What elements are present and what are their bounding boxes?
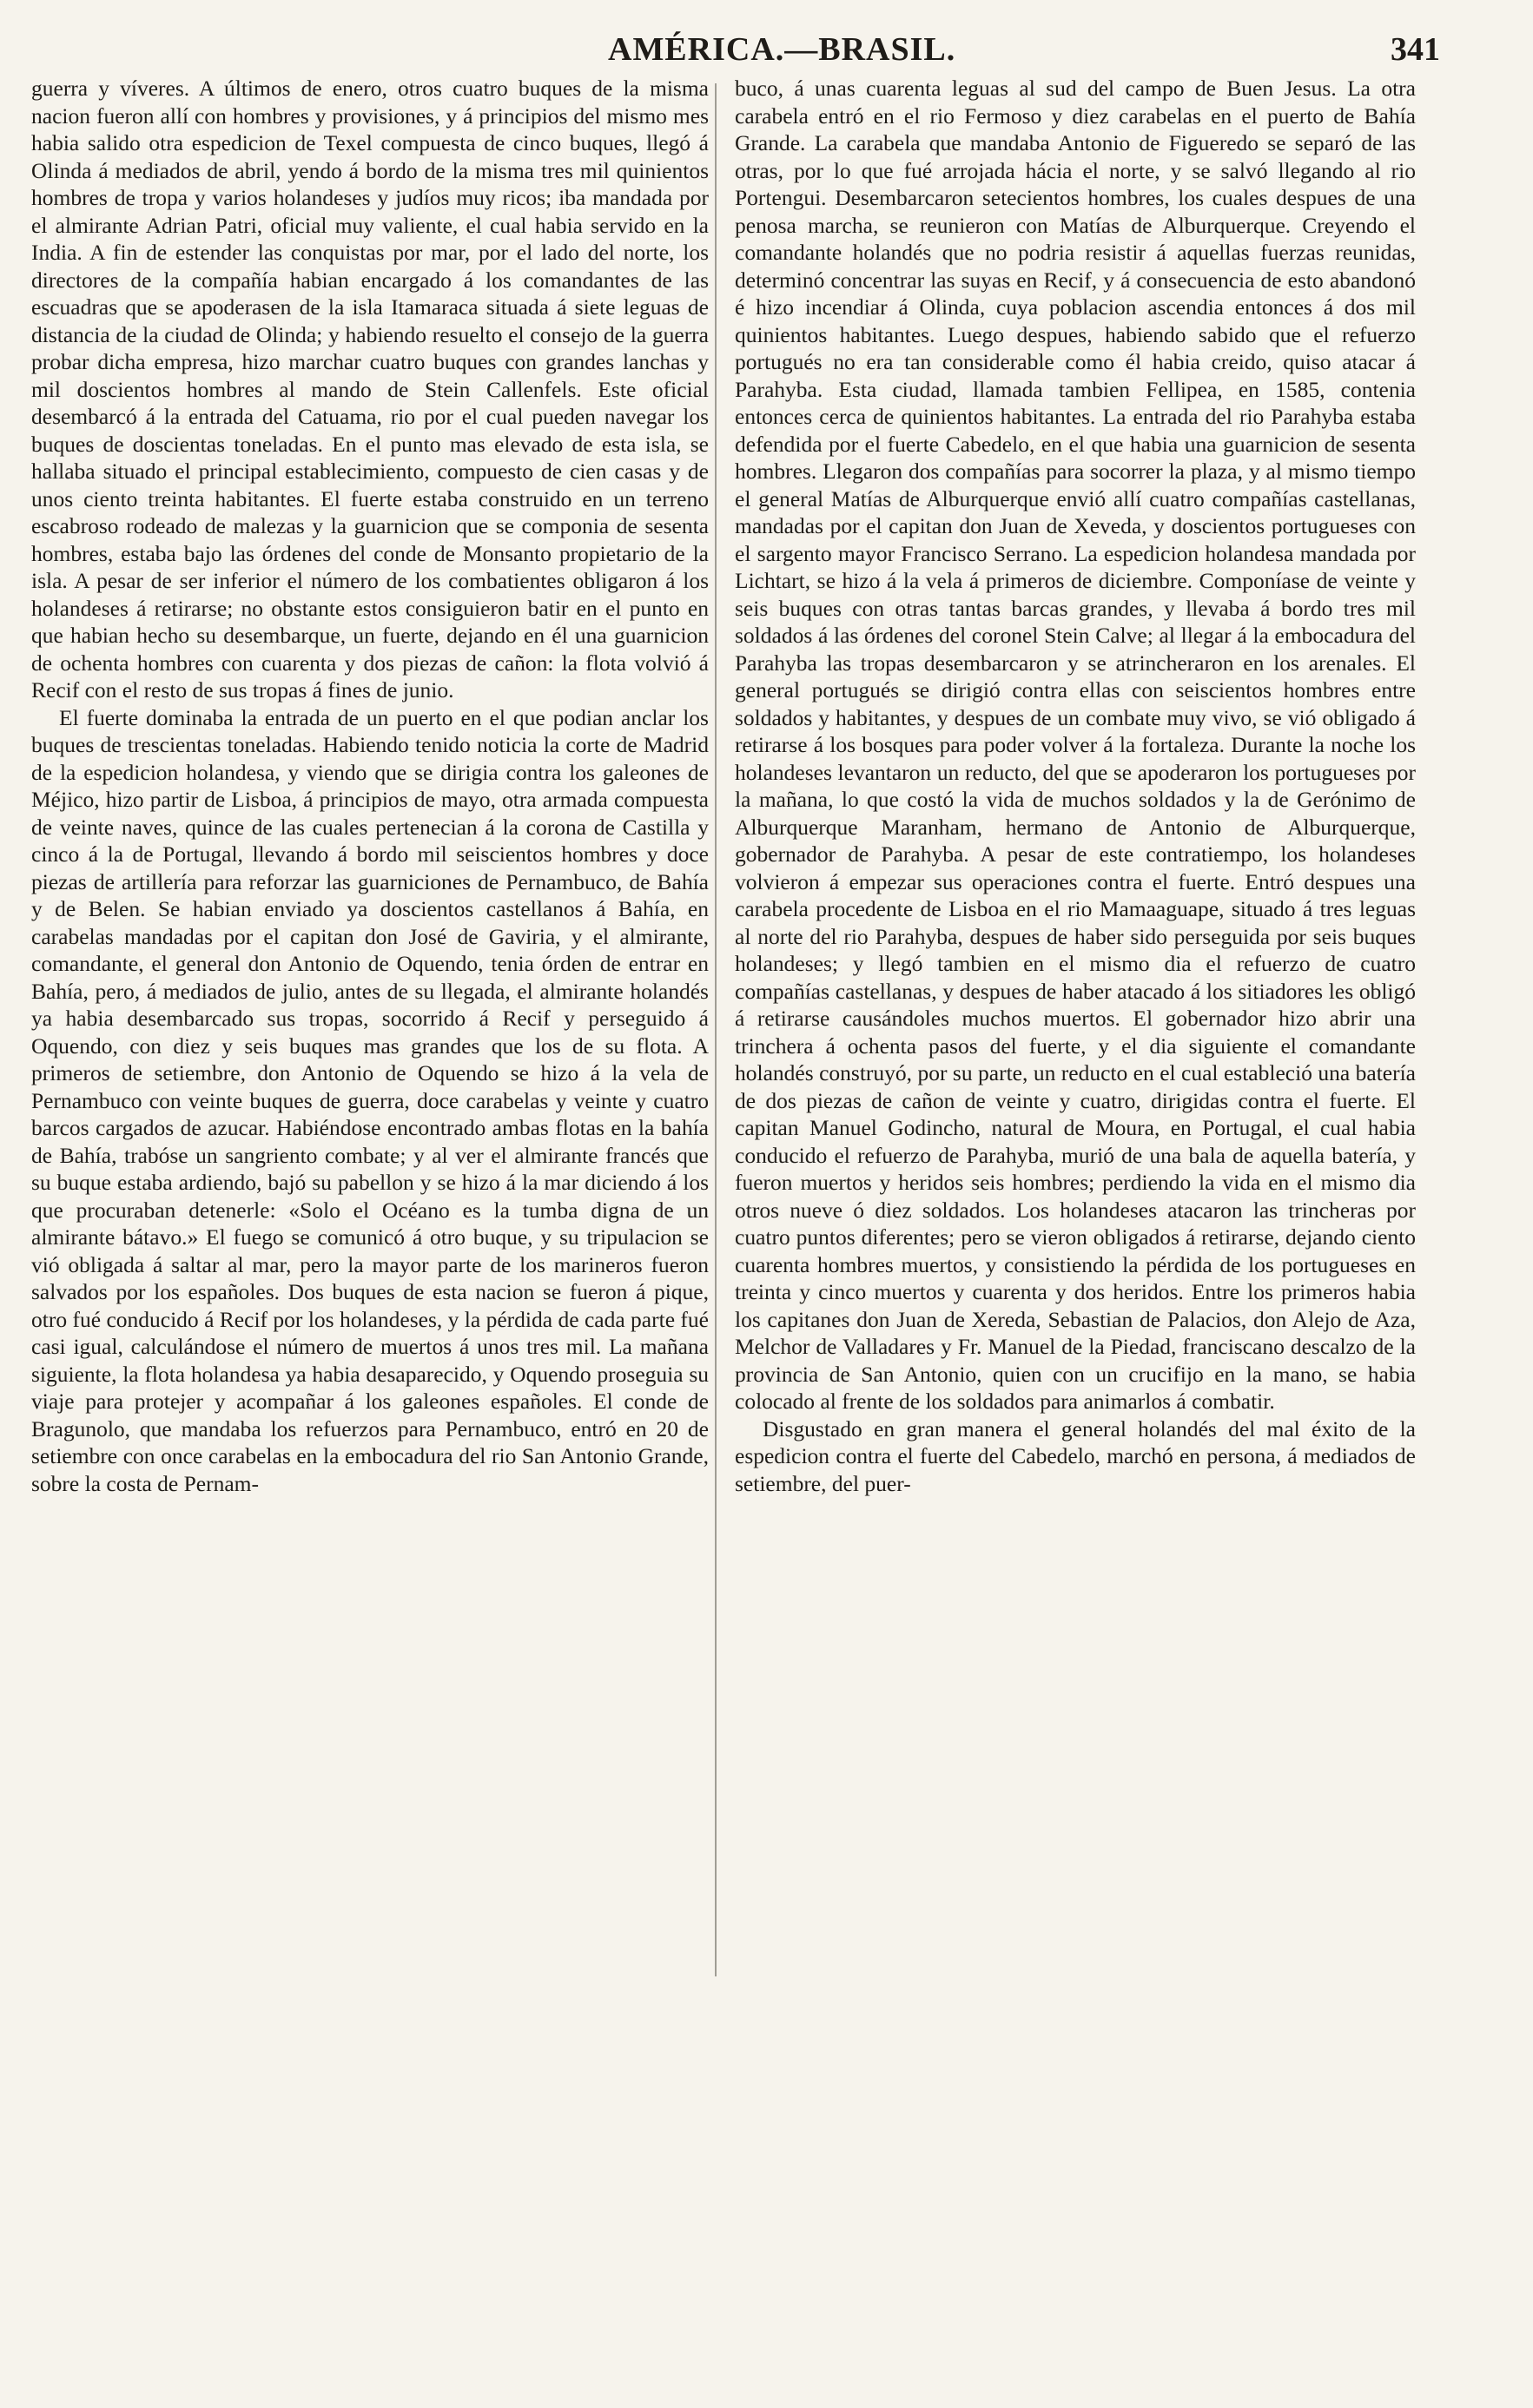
paragraph: buco, á unas cuarenta leguas al sud del campo de Buen Jesus. La otra carabela entró en el rio Fermoso y diez carabelas en el puerto de Bahía Grande. La carabela que mandaba Antonio de Figueredo se separó de las otras, por lo que fué arrojada hácia el norte, y se salvó llegando al rio Portengui. Desembarcaron setecientos hombres, los cuales despues de una penosa marcha, se reunieron con Matías de Alburquerque. Creyendo el comandante holandés que no podria resistir á aquellas fuerzas reunidas, determinó concentrar las suyas en Recif, y á consecuencia de esto abandonó é hizo incendiar á Olinda, cuya poblacion ascendia entonces á dos mil quinientos habitantes. Luego despues, habiendo sabido que el refuerzo portugués no era tan considerable como él habia creido, quiso atacar á Parahyba. Esta ciudad, llamada tambien Fellipea, en 1585, contenia entonces cerca de quinientos habitantes. La entrada del rio Parahyba estaba defendida por el fuerte Cabedelo, en el que habia una guarnicion de sesenta hombres. Llegaron dos compañías para socorrer la plaza, y al mismo tiempo el general Matías de Alburquerque envió allí cuatro compañías castellanas, mandadas por el capitan don Juan de Xeveda, y doscientos portugueses con el sargento mayor Francisco Serrano. La espedicion holandesa mandada por Lichtart, se hizo á la vela á primeros de diciembre. Componíase de veinte y seis buques con otras tantas barcas grandes, y llevaba á bordo tres mil soldados á las órdenes del coronel Stein Calve; al llegar á la embocadura del Parahyba las tropas desembarcaron y se atrincheraron en los arenales. El general portugués se dirigió contra ellas con seiscientos hombres entre soldados y habitantes, y despues de un combate muy vivo, se vió obligado á retirarse á los bosques para poder volver á la fortaleza. Durante la noche los holandeses levantaron un reducto, del que se apoderaron los portugueses por la mañana, lo que costó la vida de muchos soldados y la de Gerónimo de Alburquerque Maranham, hermano de Antonio de Alburquerque, gobernador de Parahyba. A pesar de este contratiempo, los holandeses volvieron á empezar sus operaciones contra el fuerte. Entró despues una carabela procedente de Lisboa en el rio Mamaaguape, situado á tres leguas al norte del rio Parahyba, despues de haber sido perseguida por seis buques holandeses; y llegó tambien en el mismo dia el refuerzo de cuatro compañías castellanas, y despues de haber atacado á los sitiadores les obligó á retirarse causándoles muchos muertos. El gobernador hizo abrir una trinchera á ochenta pasos del fuerte, y el dia siguiente el comandante holandés construyó, por su parte, un reducto en el cual estableció una batería de dos piezas de cañon de veinte y cuatro, dirigidas contra el fuerte. El capitan Manuel Godincho, natural de Moura, en Portugal, el cual habia conducido el refuerzo de Parahyba, murió de una bala de aquella batería, y fueron muertos y heridos seis hombres; perdiendo la vida en el mismo dia otros nueve ó diez soldados. Los holandeses atacaron las trincheras por cuatro puntos diferentes; pero se vieron obligados á retirarse, dejando ciento cuarenta hombres muertos, y consistiendo la pérdida de los portugueses en treinta y cinco muertos y cuarenta y dos heridos. Entre los primeros habia los capitanes don Juan de Xereda, Sebastian de Palacios, don Alejo de Aza, Melchor de Valladares y Fr. Manuel de la Piedad, franciscano descalzo de la provincia de San Antonio, quien con un crucifijo en la mano, se habia colocado al frente de los soldados para animarlos á combatir.	[735, 76, 1416, 1414]
page-number: 341	[1391, 31, 1440, 68]
paragraph: El fuerte dominaba la entrada de un puerto en el que podian anclar los buques de trescientas toneladas. Habiendo tenido noticia la corte de Madrid de la espedicion holandesa, y viendo que se dirigia contra los galeones de Méjico, hizo partir de Lisboa, á principios de mayo, otra armada compuesta de veinte naves, quince de las cuales pertenecian á la corona de Castilla y cinco á la de Portugal, llevando á bordo mil seiscientos hombres y doce piezas de artillería para reforzar las guarniciones de Pernambuco, de Bahía y de Belen. Se habian enviado ya doscientos castellanos á Bahía, en carabelas mandadas por el capitan don José de Gaviria, y el almirante, comandante, el general don Antonio de Oquendo, tenia órden de entrar en Bahía, pero, á mediados de julio, antes de su llegada, el almirante holandés ya habia desembarcado sus tropas, socorrido á Recif y perseguido á Oquendo, con diez y seis buques mas grandes que los de su flota. A primeros de setiembre, don Antonio de Oquendo se hizo á la vela de Pernambuco con veinte buques de guerra, doce carabelas y veinte y cuatro barcos cargados de azucar. Habiéndose encontrado ambas flotas en la bahía de Bahía, trabóse un sangriento combate; y al ver el almirante francés que su buque estaba ardiendo, bajó su pabellon y se hizo á la mar diciendo á los que procuraban detenerle: «Solo el Océano es la tumba digna de un almirante bátavo.» El fuego se comunicó á otro buque, y su tripulacion se vió obligada á saltar al mar, pero la mayor parte de los marineros fueron salvados por los españoles. Dos buques de esta nacion se fueron á pique, otro fué conducido á Recif por los holandeses, y la pérdida de cada parte fué casi igual, calculándose el número de muertos á unos tres mil. La mañana siguiente, la flota holandesa ya habia desaparecido, y Oquendo proseguia su viaje para protejer y acompañar á los galeones españoles. El conde de Bragunolo, que mandaba los refuerzos para Pernambuco, entró en 20 de setiembre con once carabelas en la embocadura del rio San Antonio Grande, sobre la costa de Pernam-	[31, 704, 709, 1496]
left-text-column	[31, 75, 709, 1497]
paragraph: guerra y víveres. A últimos de enero, otros cuatro buques de la misma nacion fueron allí con hombres y provisiones, y á principios del mismo mes habia salido otra espedicion de Texel compuesta de cinco buques, llegó á Olinda á mediados de abril, yendo á bordo de la misma tres mil quinientos hombres de tropa y varios holandeses y judíos muy ricos; iba mandada por el almirante Adrian Patri, oficial muy valiente, el cual habia servido en la India. A fin de estender las conquistas por mar, por el lado del norte, los directores de la compañía habian encargado á los comandantes de las escuadras que se apoderasen de la isla Itamaraca situada á siete leguas de distancia de la ciudad de Olinda; y habiendo resuelto el consejo de la guerra probar dicha empresa, hizo marchar cuatro buques con grandes lanchas y mil doscientos hombres al mando de Stein Callenfels. Este oficial desembarcó á la entrada del Catuama, rio por el cual pueden navegar los buques de doscientas toneladas. En el punto mas elevado de esta isla, se hallaba situado el principal establecimiento, compuesto de cien casas y de unos ciento treinta habitantes. El fuerte estaba construido en un terreno escabroso rodeado de malezas y la guarnicion que se componia de sesenta hombres, estaba bajo las órdenes del conde de Monsanto propietario de la isla. A pesar de ser inferior el número de los combatientes obligaron á los holandeses á retirarse; no obstante estos consiguieron batir en el punto en que habian hecho su desembarque, un fuerte, dejando en él una guarnicion de ochenta hombres con cuarenta y dos piezas de cañon: la flota volvió á Recif con el resto de sus tropas á fines de junio.	[31, 76, 709, 703]
column-divider	[715, 83, 717, 1976]
running-title: AMÉRICA.—BRASIL.	[608, 31, 956, 68]
paragraph: Disgustado en gran manera el general holandés del mal éxito de la espedicion contra el fuerte del Cabedelo, marchó en persona, á mediados de setiembre, del puer-	[735, 1415, 1416, 1496]
running-header	[0, 30, 1533, 73]
right-text-column	[735, 75, 1416, 1497]
